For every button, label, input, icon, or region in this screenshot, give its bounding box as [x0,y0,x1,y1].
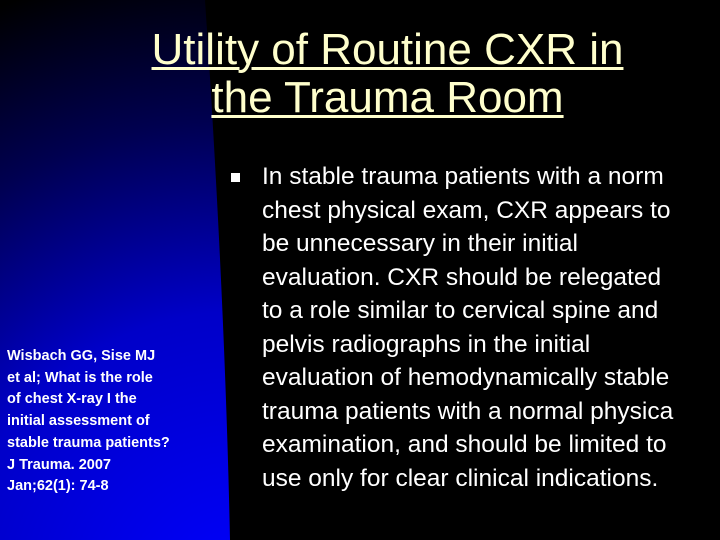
square-bullet-icon [231,173,240,182]
reference-citation: Wisbach GG, Sise MJ et al; What is the role of chest X-ray I the initial assessment of stable trauma patients? J Trauma. 2007 Jan;62(1): 74-8 [7,348,170,495]
slide-title-line-1: Utility of Routine CXR in [151,25,624,74]
bullet-point-text: In stable trauma patients with a norm chest physical exam, CXR appears to be unnecessary in their initial evaluation. CXR should be relegated to a role similar to cervical spine and pelvis radiographs in the initial evaluation of hemodynamically stable trauma patients with a normal physica examination, and should be limited to use only for clear clinical indications. [262,163,674,492]
slide-title [100,26,675,122]
slide-title-line-2: the Trauma Room [211,73,564,122]
